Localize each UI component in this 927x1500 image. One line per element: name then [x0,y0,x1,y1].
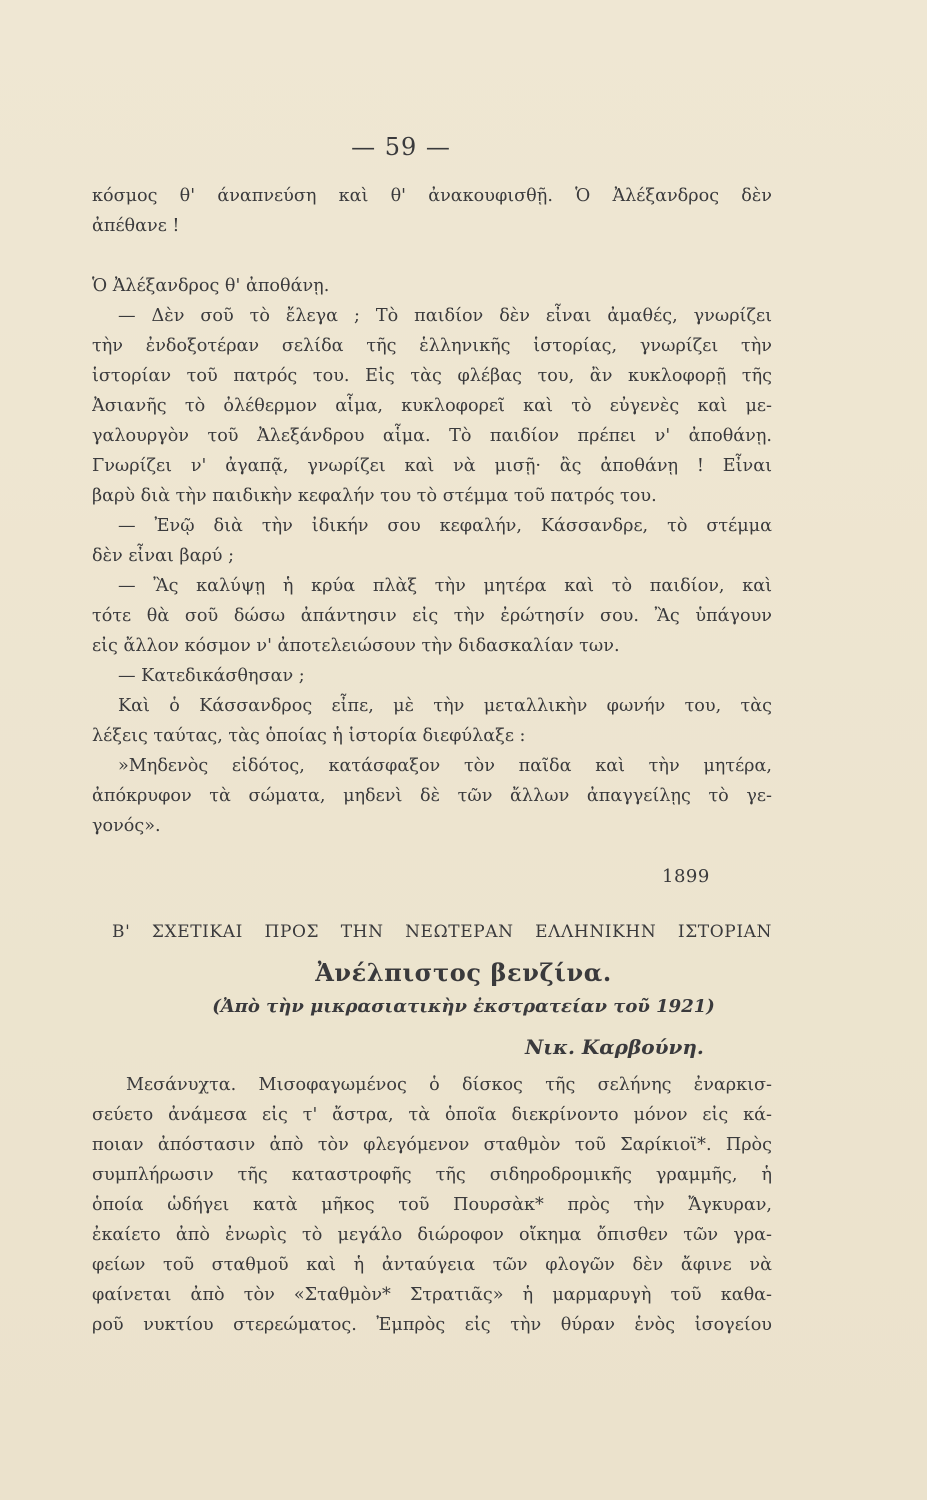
text-line: συμπλήρωσιν τῆς καταστροφῆς τῆς σιδηροδρομικῆς γραμμῆς, ἡ [92,1165,772,1185]
text-line: κόσμος θ' άναπνεύση καὶ θ' ἀνακουφισθῇ. Ὁ Ἀλέξανδρος δὲν [92,186,772,206]
text-line: βαρὺ διὰ τὴν παιδικὴν κεφαλήν του τὸ στέμμα τοῦ πατρός του. [92,486,657,506]
text-line: εἰς ἄλλον κόσμον ν' ἀποτελειώσουν τὴν διδασκαλίαν των. [92,636,620,656]
text-line: λέξεις ταύτας, τὰς ὁποίας ἡ ἱστορία διεφύλαξε : [92,726,526,746]
text-line: φαίνεται ἀπὸ τὸν «Σταθμὸν* Στρατιᾶς» ἡ μαρμαρυγὴ τοῦ καθα- [92,1285,772,1305]
text-line: ποιαν ἀπόστασιν ἀπὸ τὸν φλεγόμενον σταθμὸν τοῦ Σαρίκιοϊ*. Πρὸς [92,1135,772,1155]
text-line: φείων τοῦ σταθμοῦ καὶ ἡ ἀνταύγεια τῶν φλογῶν δὲν ἄφινε νὰ [92,1255,772,1275]
section-heading: Β' ΣΧΕΤΙΚΑΙ ΠΡΟΣ ΤΗΝ ΝΕΩΤΕΡΑΝ ΕΛΛΗΝΙΚΗΝ ΙΣΤΟΡΙΑΝ [112,922,772,942]
text-line: ἀπέθανε ! [92,216,180,236]
text-line: — Κατεδικάσθησαν ; [118,666,305,686]
text-line: Μεσάνυχτα. Μισοφαγωμένος ὁ δίσκος τῆς σελήνης ἐναρκισ- [126,1075,772,1095]
author-name: Νικ. Καρβούνη. [525,1035,704,1059]
text-line: ἐκαίετο ἀπὸ ἐνωρὶς τὸ μεγάλο διώροφον οἴκημα ὄπισθεν τῶν γρα- [92,1225,772,1245]
text-line: γονός». [92,816,161,836]
text-line: »Μηδενὸς εἰδότος, κατάσφαξον τὸν παῖδα καὶ τὴν μητέρα, [118,756,772,776]
text-line: Ἀσιανῆς τὸ ὀλέθερμον αἷμα, κυκλοφορεῖ καὶ τὸ εὐγενὲς καὶ με- [92,396,772,416]
article-subtitle: (Ἀπὸ τὴν μικρασιατικὴν ἐκστρατείαν τοῦ 1921) [212,996,715,1017]
text-line: τὴν ἐνδοξοτέραν σελίδα τῆς ἑλληνικῆς ἱστορίας, γνωρίζει τὴν [92,336,772,356]
text-line: — Ἐνῷ διὰ τὴν ἰδικήν σου κεφαλήν, Κάσσανδρε, τὸ στέμμα [118,516,772,536]
article-title: Ἀνέλπιστος βενζίνα. [315,958,612,987]
text-line: — Δὲν σοῦ τὸ ἔλεγα ; Τὸ παιδίον δὲν εἶναι ἀμαθές, γνωρίζει [118,306,772,326]
text-line: Γνωρίζει ν' ἀγαπᾷ, γνωρίζει καὶ νὰ μισῇ· ἂς ἀποθάνῃ ! Εἶναι [92,456,772,476]
text-line: ροῦ νυκτίου στερεώματος. Ἐμπρὸς εἰς τὴν θύραν ἑνὸς ἰσογείου [92,1315,772,1335]
page-number: — 59 — [351,133,451,161]
body-text-part-2 [92,1070,772,1340]
text-line: δὲν εἶναι βαρύ ; [92,546,235,566]
text-line: γαλουργὸν τοῦ Ἀλεξάνδρου αἷμα. Τὸ παιδίον πρέπει ν' ἀποθάνῃ. [92,426,772,446]
text-line: Ὁ Ἀλέξανδρος θ' ἀποθάνῃ. [92,276,330,296]
text-line: τότε θὰ σοῦ δώσω ἀπάντησιν εἰς τὴν ἐρώτησίν σου. Ἂς ὑπάγουν [92,606,772,626]
text-line: ἀπόκρυφον τὰ σώματα, μηδενὶ δὲ τῶν ἄλλων ἀπαγγείλῃς τὸ γε- [92,786,772,806]
text-line: ἱστορίαν τοῦ πατρός του. Εἰς τὰς φλέβας του, ἂν κυκλοφορῇ τῆς [92,366,772,386]
text-line: — Ἂς καλύψῃ ἡ κρύα πλὰξ τὴν μητέρα καὶ τὸ παιδίον, καὶ [118,576,772,596]
text-line: σεύετο ἀνάμεσα εἰς τ' ἄστρα, τὰ ὁποῖα διεκρίνοντο μόνον εἰς κά- [92,1105,772,1125]
text-line: Καὶ ὁ Κάσσανδρος εἶπε, μὲ τὴν μεταλλικὴν φωνήν του, τὰς [118,696,772,716]
year-date: 1899 [662,866,710,887]
text-line: ὁποία ὡδήγει κατὰ μῆκος τοῦ Πουρσὰκ* πρὸς τὴν Ἄγκυραν, [92,1195,772,1215]
body-text-part-1 [92,181,772,841]
